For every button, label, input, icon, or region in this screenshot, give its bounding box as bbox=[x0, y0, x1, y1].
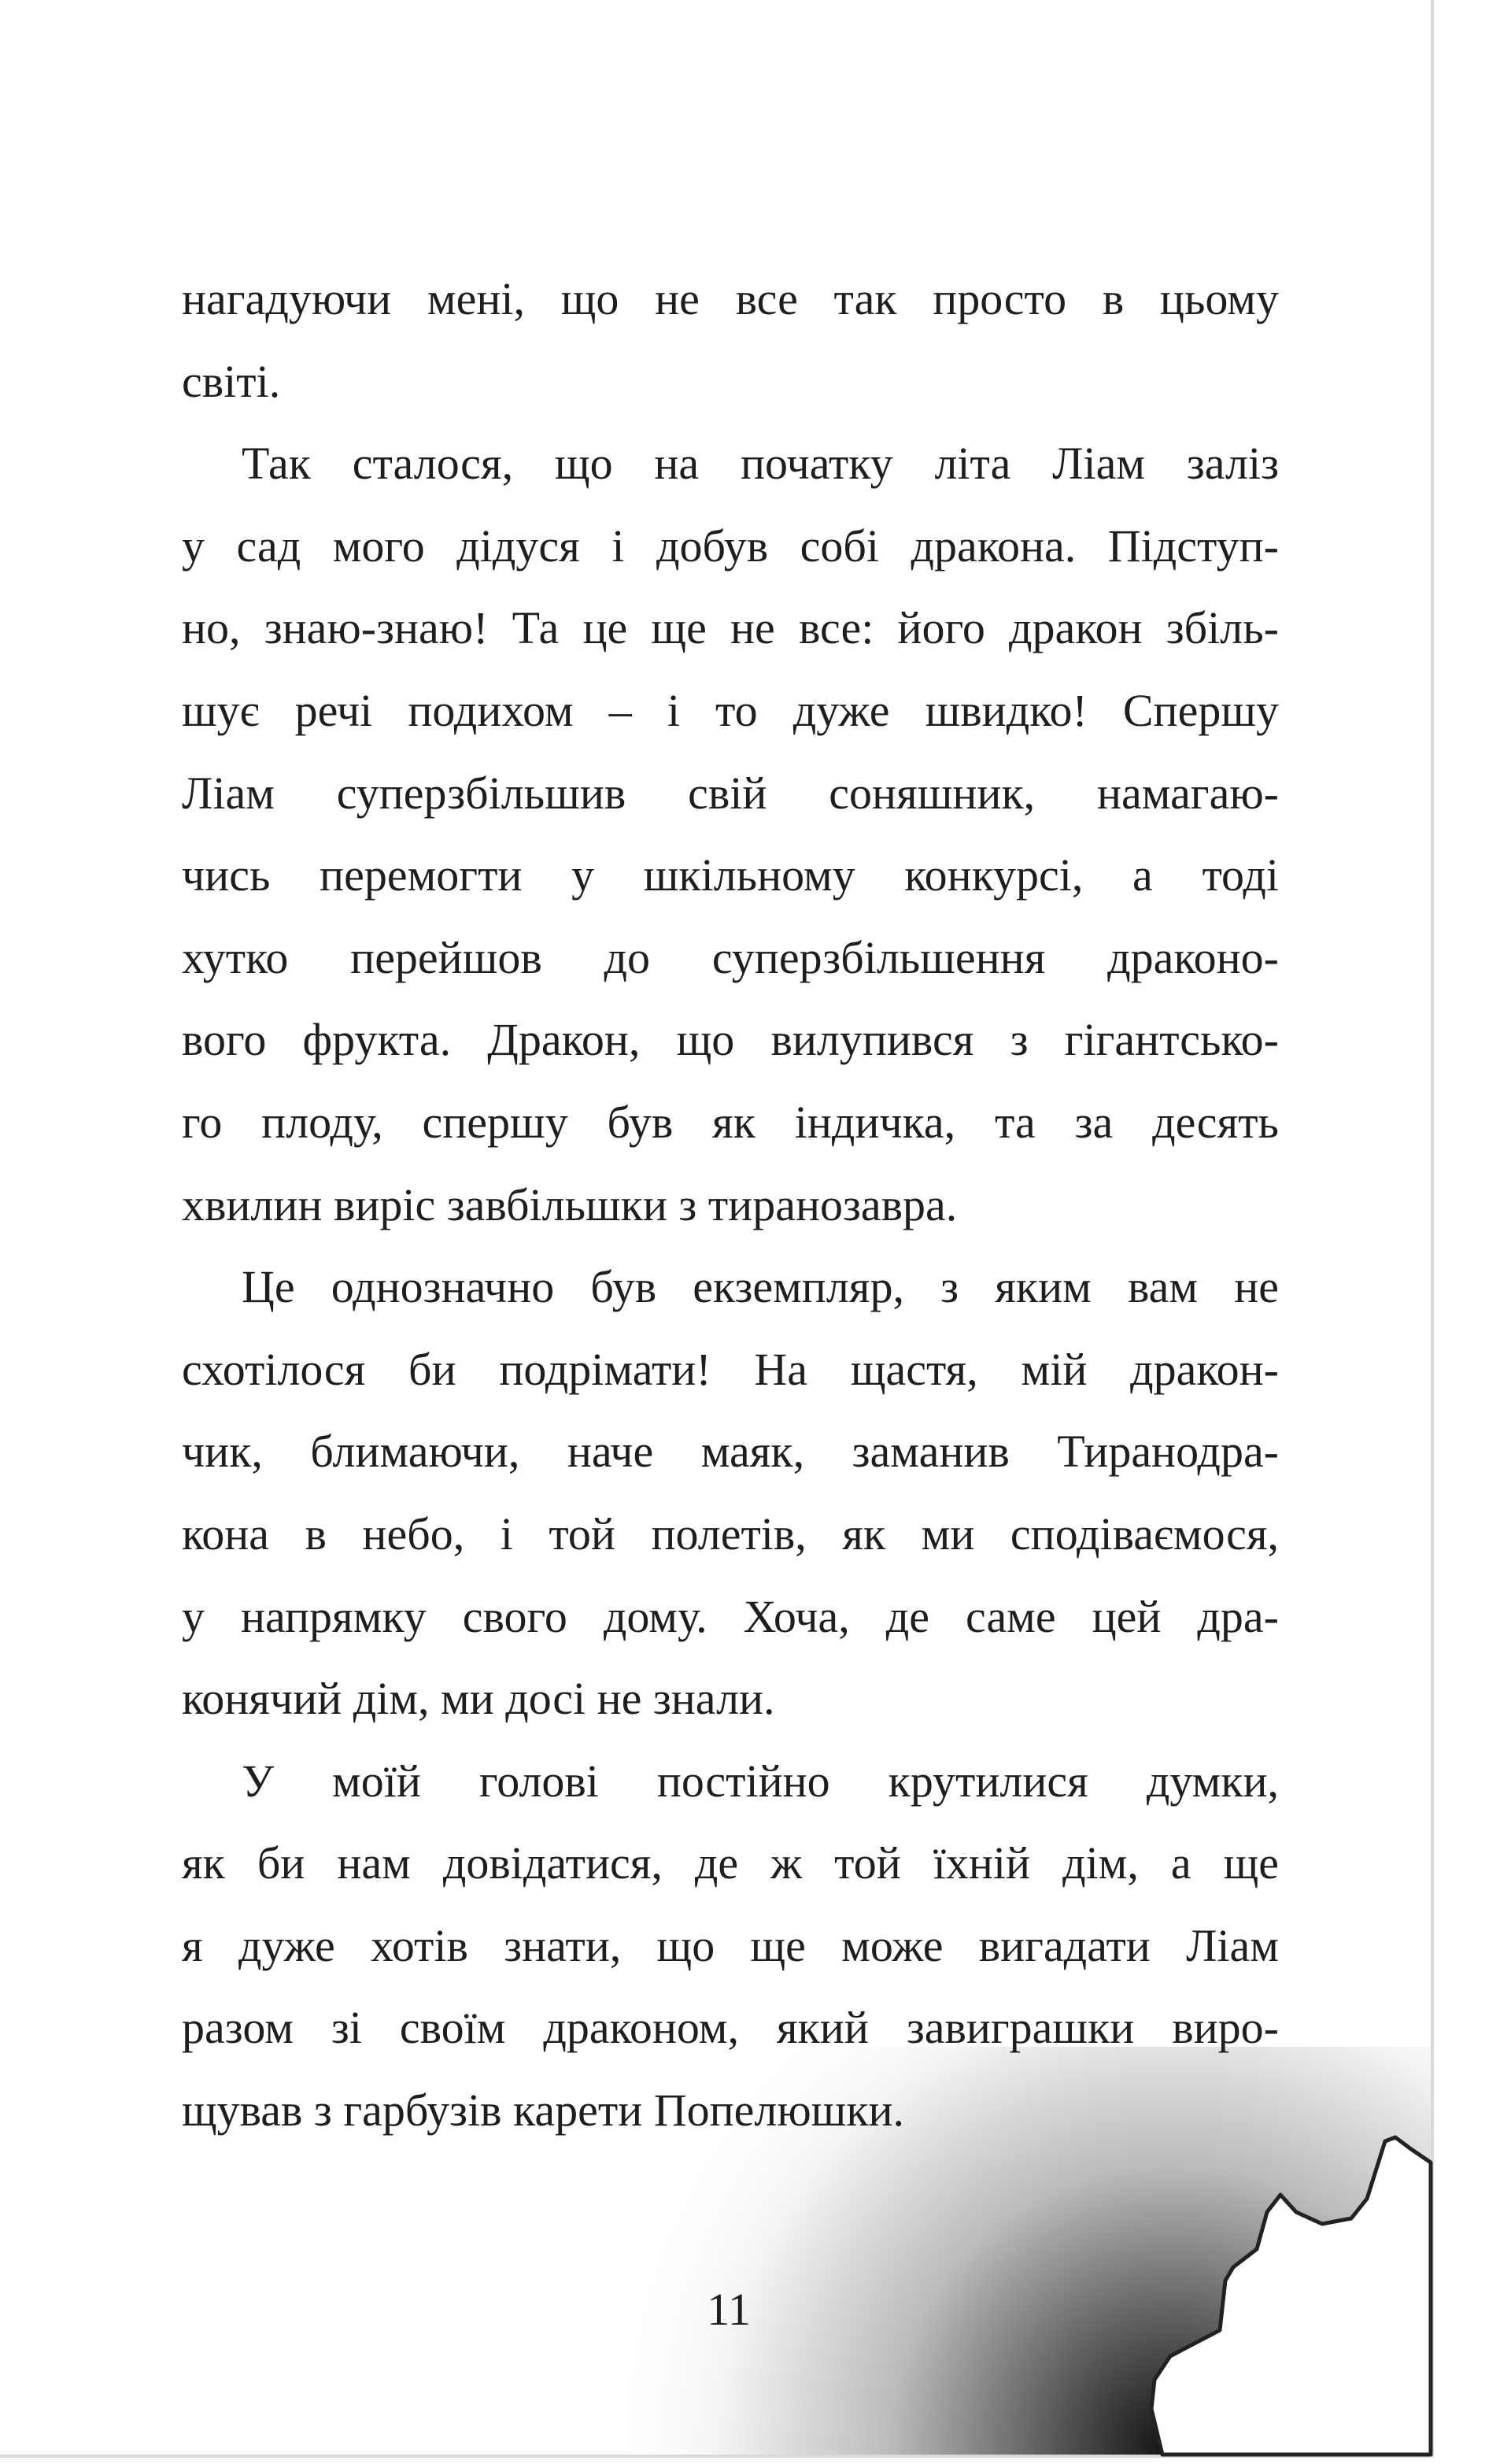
text-line: хутко перейшов до суперзбільшення драконо- bbox=[182, 931, 1279, 983]
text-line: чик, блимаючи, наче маяк, заманив Тиранодра- bbox=[182, 1426, 1279, 1478]
text-line: Ліам суперзбільшив свій соняшник, намагаю- bbox=[182, 767, 1279, 819]
text-line: вого фрукта. Дракон, що вилупився з гігантсько- bbox=[182, 1014, 1279, 1066]
body-text bbox=[182, 258, 1279, 2152]
text-line: разом зі своїм драконом, який завиграшки виро- bbox=[182, 2002, 1279, 2054]
paragraph bbox=[182, 258, 1279, 423]
paragraph bbox=[182, 1246, 1279, 1741]
text-line: схотілося би подрімати! На щастя, мій дракон- bbox=[182, 1343, 1279, 1395]
paragraph bbox=[182, 423, 1279, 1246]
text-line: шує речі подихом – і то дуже швидко! Спершу bbox=[182, 684, 1279, 736]
text-line: го плоду, спершу був як індичка, та за десять bbox=[182, 1096, 1279, 1148]
text-line: я дуже хотів знати, що ще може вигадати Ліам bbox=[182, 1919, 1279, 1971]
text-line: світі. bbox=[182, 355, 281, 407]
text-line: но, знаю-знаю! Та це ще не все: його дракон збіль- bbox=[182, 602, 1279, 654]
text-line: у сад мого дідуся і добув собі дракона. Підступ- bbox=[182, 520, 1279, 572]
text-line: У моїй голові постійно крутилися думки, bbox=[242, 1755, 1279, 1807]
text-line: Так сталося, що на початку літа Ліам заліз bbox=[242, 438, 1279, 490]
page-number: 11 bbox=[707, 2284, 751, 2335]
text-line: щував з гарбузів карети Попелюшки. bbox=[182, 2085, 905, 2137]
text-line: кона в небо, і той полетів, як ми сподіваємося, bbox=[182, 1508, 1279, 1559]
text-line: конячий дім, ми досі не знали. bbox=[182, 1673, 775, 1725]
text-line: Це однозначно був екземпляр, з яким вам не bbox=[242, 1261, 1279, 1313]
text-line: у напрямку свого дому. Хоча, де саме цей дра- bbox=[182, 1590, 1279, 1642]
text-line: як би нам довідатися, де ж той їхній дім, а ще bbox=[182, 1837, 1279, 1889]
text-line: нагадуючи мені, що не все так просто в цьому bbox=[182, 273, 1279, 324]
paragraph bbox=[182, 1741, 1279, 2152]
text-line: чись перемогти у шкільному конкурсі, а тоді bbox=[182, 849, 1279, 901]
text-line: хвилин виріс завбільшки з тиранозавра. bbox=[182, 1178, 958, 1230]
